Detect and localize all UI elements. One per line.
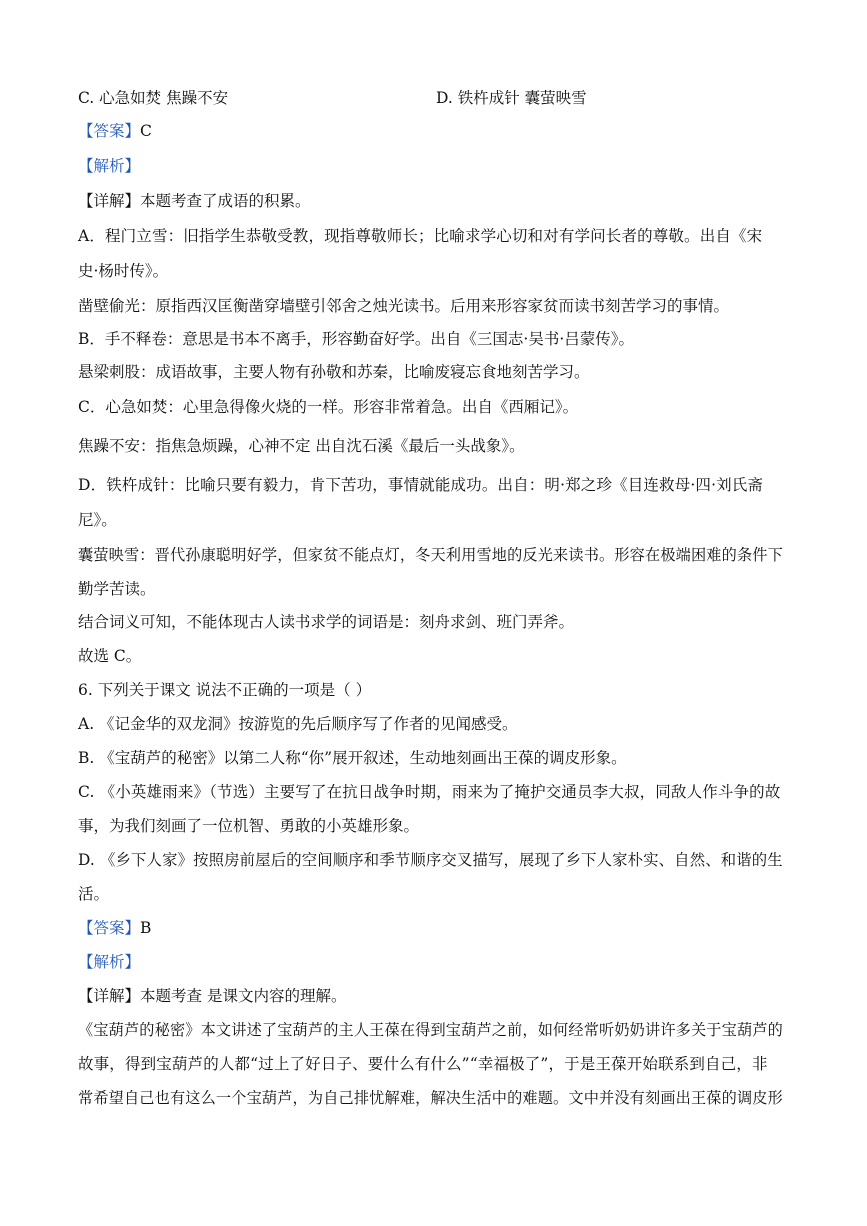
explanation-line: 囊萤映雪：晋代孙康聪明好学，但家贫不能点灯，冬天利用雪地的反光来读书。形容在极端困难的条件下 xyxy=(78,546,783,564)
answer-line xyxy=(78,918,151,938)
detail-tag: 【详解】 xyxy=(78,192,141,210)
explanation-line: C．心急如焚：心里急得像火烧的一样。形容非常着急。出自《西厢记》。 xyxy=(78,398,579,416)
explanation-line: 尼》。 xyxy=(78,511,117,529)
explanation-line: 《宝葫芦的秘密》本文讲述了宝葫芦的主人王葆在得到宝葫芦之前，如何经常听奶奶讲许多关于宝葫芦的 xyxy=(78,1021,783,1039)
answer-value: B xyxy=(140,919,152,937)
detail-text: 本题考查了成语的积累。 xyxy=(140,192,311,210)
explanation-line: 凿壁偷光：原指西汉匡衡凿穿墙壁引邻舍之烛光读书。后用来形容家贫而读书刻苦学习的事情。 xyxy=(78,297,730,315)
explanation-line: 结合词义可知，不能体现古人读书求学的词语是：刻舟求剑、班门弄斧。 xyxy=(78,613,575,631)
analysis-tag: 【解析】 xyxy=(78,157,141,175)
question-6-option-c: C. 《小英雄雨来》（节选）主要写了在抗日战争时期，雨来为了掩护交通员李大叔，同敌人作斗争的故 xyxy=(78,783,781,801)
answer-tag: 【答案】 xyxy=(78,122,141,140)
question-6-option-c-cont: 事，为我们刻画了一位机智、勇敢的小英雄形象。 xyxy=(78,817,420,835)
question-6-option-d: D. 《乡下人家》按照房前屋后的空间顺序和季节顺序交叉描写，展现了乡下人家朴实、自然、和谐的生 xyxy=(78,851,783,869)
explanation-line: 勤学苦读。 xyxy=(78,580,156,598)
explanation-line: 悬梁刺股：成语故事，主要人物有孙敬和苏秦，比喻废寝忘食地刻苦学习。 xyxy=(78,363,590,381)
detail-line xyxy=(78,191,311,211)
detail-text: 本题考查 是课文内容的理解。 xyxy=(140,987,347,1005)
answer-value: C xyxy=(140,122,152,140)
explanation-line: A．程门立雪：旧指学生恭敬受教，现指尊敬师长；比喻求学心切和对有学问长者的尊敬。出自《宋 xyxy=(78,227,763,245)
answer-line xyxy=(78,121,152,141)
explanation-line: 故事，得到宝葫芦的人都“过上了好日子、要什么有什么”“幸福极了”，于是王葆开始联系到自己，非 xyxy=(78,1055,768,1073)
question-6-option-a: A. 《记金华的双龙洞》按游览的先后顺序写了作者的见闻感受。 xyxy=(78,715,518,733)
detail-line xyxy=(78,986,346,1006)
explanation-line: 焦躁不安：指焦急烦躁，心神不定 出自沈石溪《最后一头战象》。 xyxy=(78,437,525,455)
explanation-line: B．手不释卷：意思是书本不离手，形容勤奋好学。出自《三国志·吴书·吕蒙传》。 xyxy=(78,330,634,348)
conclusion-line: 故选 C。 xyxy=(78,647,142,665)
explanation-line: 史·杨时传》。 xyxy=(78,262,169,280)
detail-tag: 【详解】 xyxy=(78,987,141,1005)
answer-tag: 【答案】 xyxy=(78,919,141,937)
analysis-tag: 【解析】 xyxy=(78,953,141,971)
question-6-stem: 6. 下列关于课文 说法不正确的一项是（ ） xyxy=(78,681,372,699)
explanation-line: 常希望自己也有这么一个宝葫芦，为自己排忧解难，解决生活中的难题。文中并没有刻画出王葆的调皮形 xyxy=(78,1089,783,1107)
option-c: C. 心急如焚 焦躁不安 xyxy=(78,89,229,107)
question-6-option-b: B. 《宝葫芦的秘密》以第二人称“你”展开叙述，生动地刻画出王葆的调皮形象。 xyxy=(78,749,627,767)
question-6-option-d-cont: 活。 xyxy=(78,885,110,903)
explanation-line: D．铁杵成针：比喻只要有毅力，肯下苦功，事情就能成功。出自：明·郑之珍《目连救母·四·刘氏斋 xyxy=(78,476,764,494)
option-d: D. 铁杵成针 囊萤映雪 xyxy=(436,89,587,107)
